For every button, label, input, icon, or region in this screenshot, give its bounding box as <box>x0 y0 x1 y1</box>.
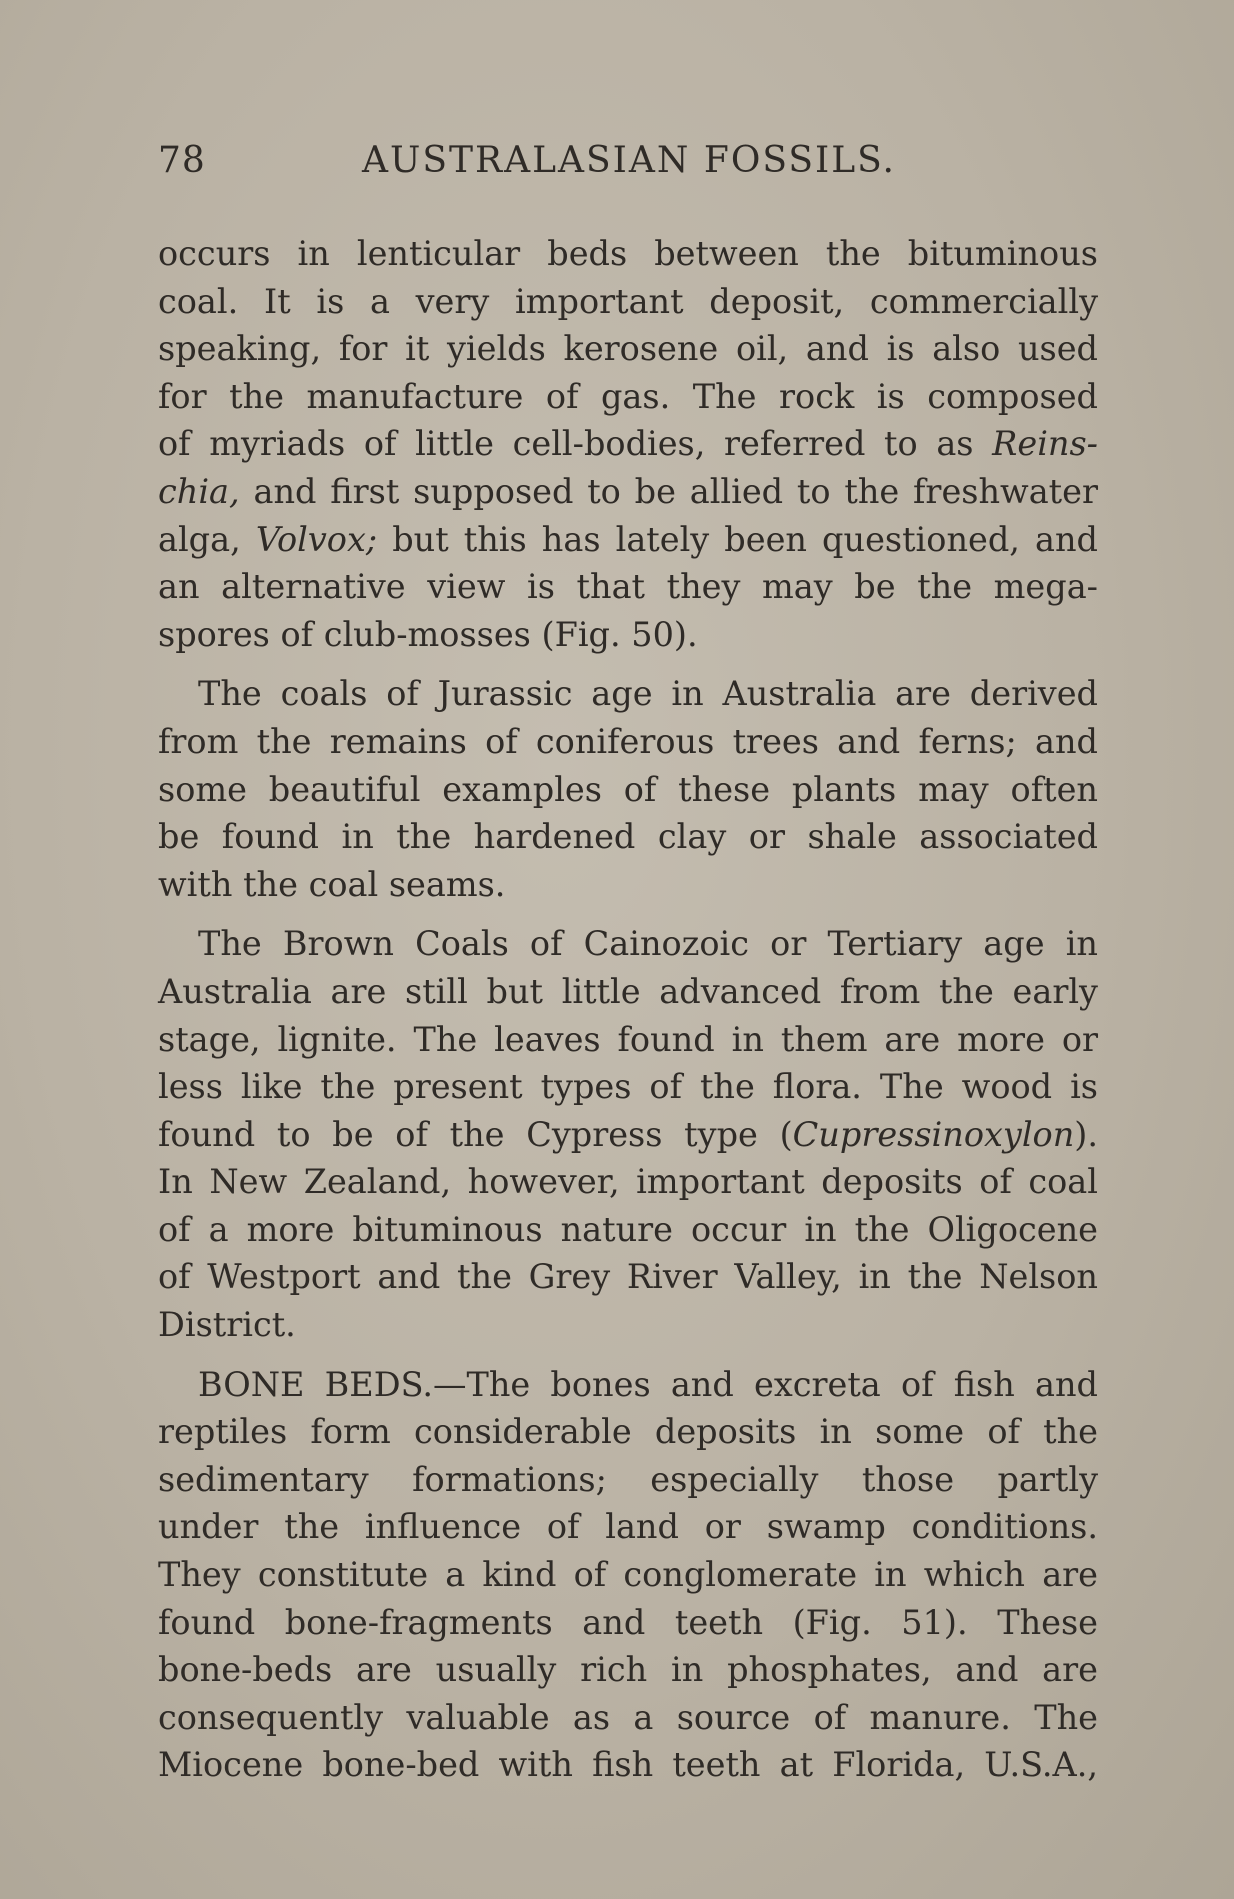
text-line: bone-beds are usually rich in phosphates, and are <box>158 1650 1098 1690</box>
text-line: consequently valuable as a source of manure. The <box>158 1697 1098 1737</box>
text-line: spores of club-mosses (Fig. 50). <box>158 614 698 654</box>
text-line: some beautiful examples of these plants may often <box>158 769 1098 809</box>
text-line: an alternative view is that they may be the mega- <box>158 567 1098 607</box>
taxon-reinschia-part1: Reins- <box>992 424 1098 464</box>
text-segment: but this has lately been questioned, and <box>377 519 1099 559</box>
text-line: stage, lignite. The leaves found in them are more or <box>158 1019 1098 1059</box>
text-segment: alga, <box>158 519 256 559</box>
paragraph-bone-beds <box>158 1361 1098 1789</box>
text-line: be found in the hardened clay or shale associated <box>158 817 1098 857</box>
paragraph-oil-shale <box>158 230 1098 658</box>
paragraph-brown-coals <box>158 920 1098 1348</box>
text-line: coal. It is a very important deposit, commercially <box>158 281 1098 321</box>
text-segment: found to be of the Cypress type ( <box>158 1114 793 1154</box>
text-line: reptiles form considerable deposits in some of the <box>158 1412 1098 1452</box>
text-line: District. <box>158 1305 296 1345</box>
text-segment: of myriads of little cell-bodies, referred to as <box>158 424 993 464</box>
taxon-volvox: Volvox; <box>255 519 378 559</box>
text-line: The Brown Coals of Cainozoic or Tertiary age in <box>198 924 1098 964</box>
text-line: less like the present types of the flora. The wood is <box>158 1067 1098 1107</box>
text-line: of Westport and the Grey River Valley, in the Nelson <box>158 1257 1098 1297</box>
text-line: The coals of Jurassic age in Australia are derived <box>198 674 1098 714</box>
text-line <box>158 516 1098 564</box>
taxon-cupressinoxylon: Cupressinoxylon <box>792 1114 1075 1154</box>
text-segment: and first supposed to be allied to the freshwater <box>239 471 1098 511</box>
text-line: occurs in lenticular beds between the bituminous <box>158 234 1098 273</box>
taxon-reinschia-part2: chia, <box>158 471 240 511</box>
text-line: sedimentary formations; especially those partly <box>158 1459 1098 1499</box>
paragraph-jurassic-coals <box>158 670 1098 908</box>
text-line: BONE BEDS.—The bones and excreta of fish and <box>198 1364 1098 1404</box>
text-line: with the coal seams. <box>158 864 506 904</box>
text-line <box>158 420 1098 468</box>
text-line: Miocene bone-bed with fish teeth at Florida, U.S.A., <box>158 1745 1098 1785</box>
text-line: In New Zealand, however, important deposits of coal <box>158 1162 1098 1202</box>
running-title: AUSTRALASIAN FOSSILS. <box>362 140 896 181</box>
text-line: They constitute a kind of conglomerate in which are <box>158 1555 1098 1595</box>
text-line <box>158 468 1098 516</box>
text-line: for the manufacture of gas. The rock is composed <box>158 376 1098 416</box>
text-line: from the remains of coniferous trees and ferns; and <box>158 721 1098 761</box>
text-line: under the influence of land or swamp conditions. <box>158 1507 1098 1547</box>
text-segment: ). <box>1074 1114 1098 1154</box>
text-line: speaking, for it yields kerosene oil, and is also used <box>158 329 1098 369</box>
text-line: found bone-fragments and teeth (Fig. 51). These <box>158 1602 1098 1642</box>
text-line: of a more bituminous nature occur in the Oligocene <box>158 1209 1098 1249</box>
text-line <box>158 1111 1098 1159</box>
text-line: Australia are still but little advanced from the early <box>158 971 1098 1011</box>
running-head <box>158 140 1098 190</box>
page-number: 78 <box>158 140 206 181</box>
body-text <box>158 230 1098 1789</box>
